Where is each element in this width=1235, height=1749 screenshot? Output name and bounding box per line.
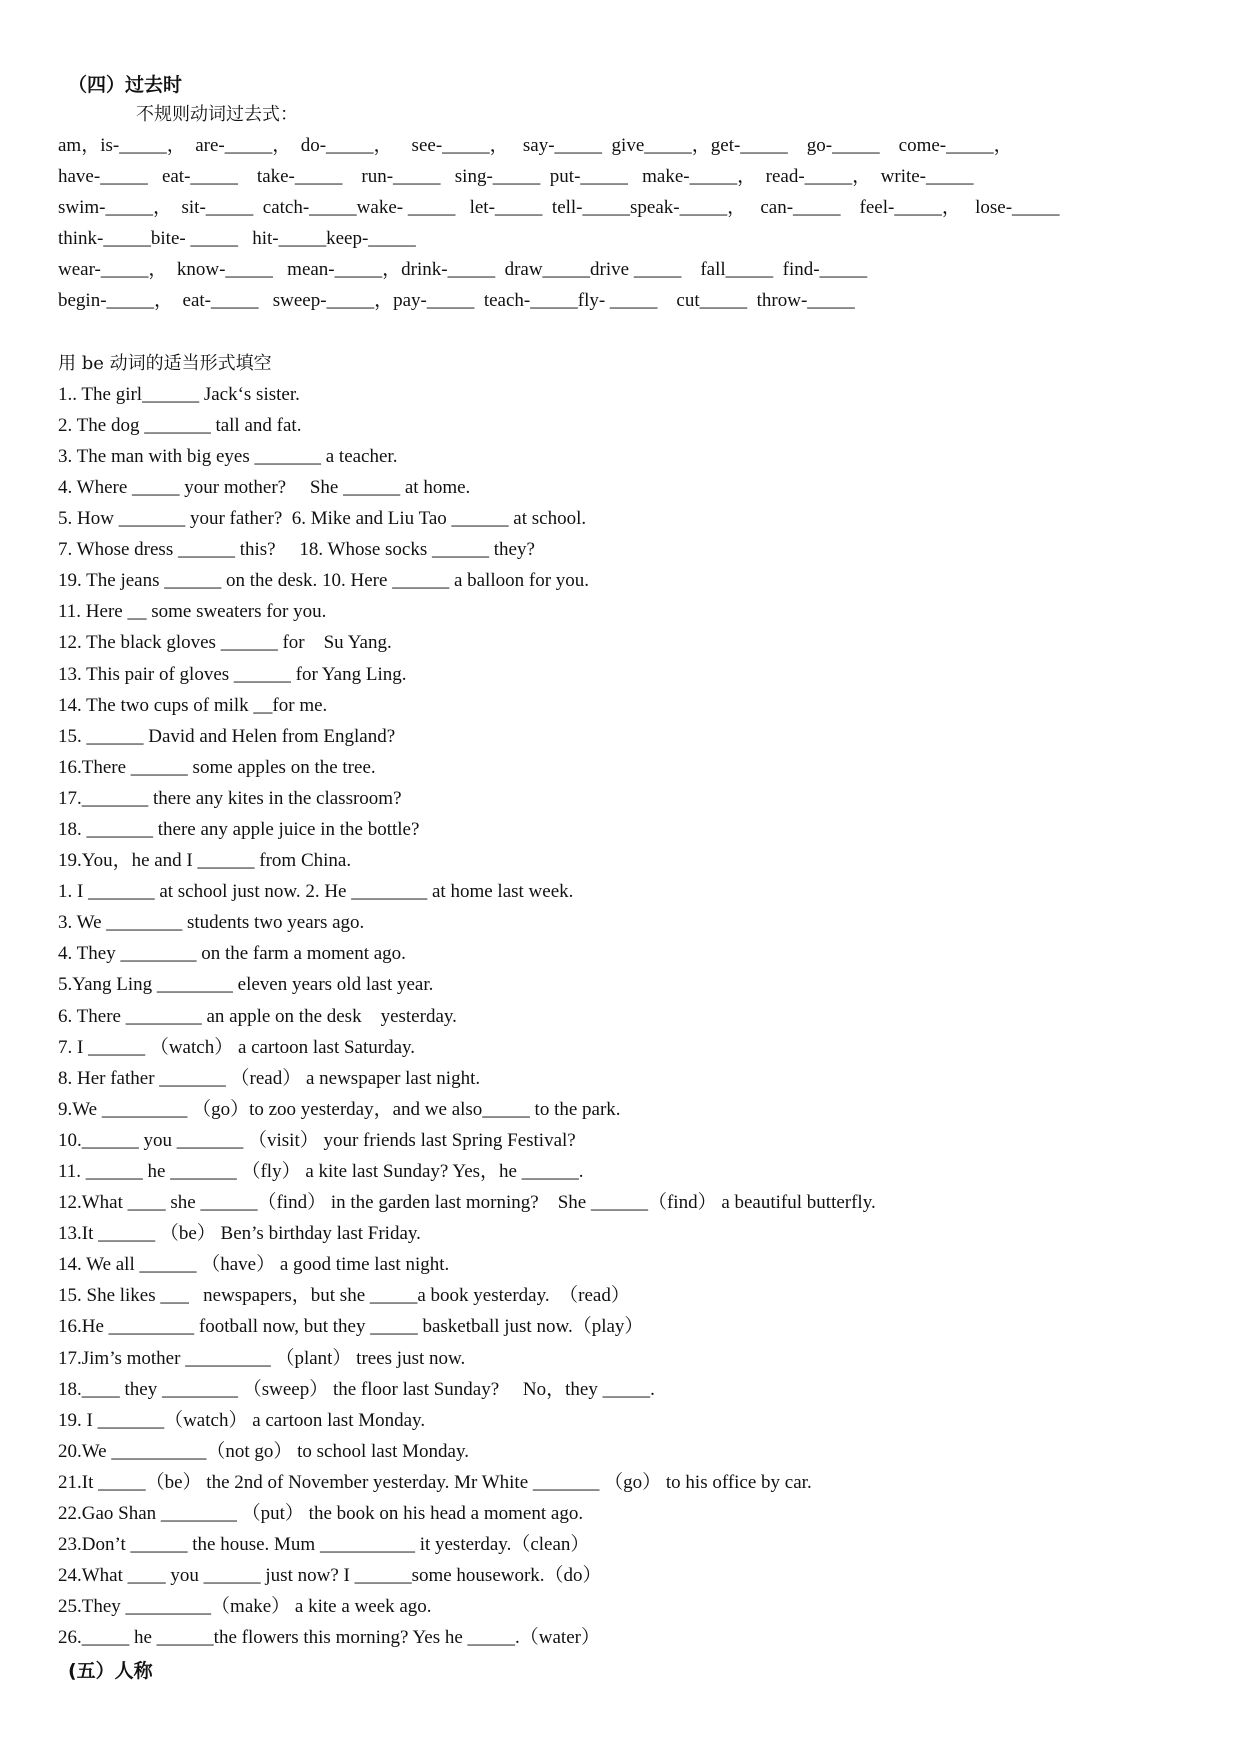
exercise-line: 7. Whose dress ______ this? 18. Whose socks ______ they? (58, 539, 535, 561)
exercise-line: 24.What ____ you ______ just now? I ______some housework.（do） (58, 1565, 602, 1587)
exercise-line: 21.It _____（be） the 2nd of November yesterday. Mr White _______ （go） to his office by car. (58, 1471, 812, 1493)
exercise-line: 4. They ________ on the farm a moment ago. (58, 943, 406, 965)
exercise-line: 19.You，he and I ______ from China. (58, 850, 352, 872)
exercise-line: 2. The dog _______ tall and fat. (58, 414, 302, 436)
exercise-line: 18. _______ there any apple juice in the bottle? (58, 818, 420, 840)
exercise-line: 15. She likes ___ newspapers，but she _____a book yesterday. （read） (58, 1285, 630, 1307)
verb-line: swim-_____， sit-_____ catch-_____wake- _____ let-_____ tell-_____speak-_____， can-_____ feel-_____， lose-_____ (58, 197, 1060, 219)
exercise-line: 13.It ______ （be） Ben’s birthday last Friday. (58, 1223, 421, 1245)
exercise-line: 10.______ you _______ （visit） your friends last Spring Festival? (58, 1129, 576, 1151)
exercise-line: 5.Yang Ling ________ eleven years old last year. (58, 974, 434, 996)
verb-line: have-_____ eat-_____ take-_____ run-_____ sing-_____ put-_____ make-_____， read-_____， write-_____ (58, 166, 974, 188)
exercise-line: 3. The man with big eyes _______ a teacher. (58, 445, 398, 467)
exercise-line: 9.We _________ （go）to zoo yesterday，and we also_____ to the park. (58, 1098, 621, 1120)
spacer (58, 317, 1208, 348)
exercise-line: 3. We ________ students two years ago. (58, 912, 365, 934)
section-four-title: （四）过去时 (68, 74, 183, 96)
exercise-line: 19. I _______（watch） a cartoon last Monday. (58, 1409, 426, 1431)
exercise-line: 23.Don’t ______ the house. Mum __________ it yesterday.（clean） (58, 1534, 590, 1556)
exercise-line: 4. Where _____ your mother? She ______ at home. (58, 476, 471, 498)
irregular-verbs-subtitle: 不规则动词过去式： (136, 104, 298, 125)
be-verb-section-title: 用 be 动词的适当形式填空 (58, 352, 272, 374)
exercise-line: 6. There ________ an apple on the desk yesterday. (58, 1005, 457, 1027)
exercise-line: 1.. The girl______ Jack‘s sister. (58, 383, 300, 405)
exercise-line: 11. Here __ some sweaters for you. (58, 601, 327, 623)
exercise-line: 15. ______ David and Helen from England? (58, 725, 396, 747)
exercise-line: 7. I ______ （watch） a cartoon last Saturday. (58, 1036, 416, 1058)
exercise-line: 26._____ he ______the flowers this morning? Yes he _____.（water） (58, 1627, 600, 1649)
exercise-line: 8. Her father _______ （read） a newspaper last night. (58, 1067, 481, 1089)
exercise-line: 14. We all ______ （have） a good time last night. (58, 1254, 450, 1276)
exercise-line: 17.Jim’s mother _________ （plant） trees just now. (58, 1347, 466, 1369)
exercise-line: 25.They _________（make） a kite a week ago. (58, 1596, 432, 1618)
verb-line: think-_____bite- _____ hit-_____keep-_____ (58, 228, 416, 250)
exercise-line: 12.What ____ she ______（find） in the garden last morning? She ______（find） a beautiful butterfly. (58, 1192, 876, 1214)
exercise-line: 13. This pair of gloves ______ for Yang Ling. (58, 663, 407, 685)
worksheet-page (58, 70, 1208, 1686)
exercise-line: 11. ______ he _______ （fly） a kite last Sunday? Yes，he ______. (58, 1161, 584, 1182)
verb-line: begin-_____， eat-_____ sweep-_____，pay-_____ teach-_____fly- _____ cut_____ throw-_____ (58, 290, 855, 312)
exercise-line: 12. The black gloves ______ for Su Yang. (58, 632, 392, 654)
exercise-line: 1. I _______ at school just now. 2. He ________ at home last week. (58, 881, 574, 903)
exercise-line: 14. The two cups of milk __for me. (58, 694, 328, 716)
exercise-line: 22.Gao Shan ________ （put） the book on his head a moment ago. (58, 1503, 584, 1525)
verb-line: wear-_____， know-_____ mean-_____，drink-_____ draw_____drive _____ fall_____ find-_____ (58, 259, 868, 281)
verb-line: am，is-_____， are-_____， do-_____， see-_____， say-_____ give_____，get-_____ go-_____ come-_____， (58, 135, 1013, 156)
exercise-line: 19. The jeans ______ on the desk. 10. Here ______ a balloon for you. (58, 570, 590, 592)
irregular-verbs-block (58, 130, 1208, 317)
exercise-line: 18.____ they ________ （sweep） the floor last Sunday? No，they _____. (58, 1378, 655, 1400)
exercise-line: 16.He _________ football now, but they _____ basketball just now.（play） (58, 1316, 644, 1338)
exercise-list (58, 379, 1208, 1654)
exercise-line: 17._______ there any kites in the classroom? (58, 787, 402, 809)
section-five-title: (五）人称 (68, 1659, 153, 1682)
exercise-line: 5. How _______ your father? 6. Mike and Liu Tao ______ at school. (58, 508, 587, 530)
exercise-line: 16.There ______ some apples on the tree. (58, 756, 376, 778)
exercise-line: 20.We __________（not go） to school last Monday. (58, 1440, 469, 1462)
